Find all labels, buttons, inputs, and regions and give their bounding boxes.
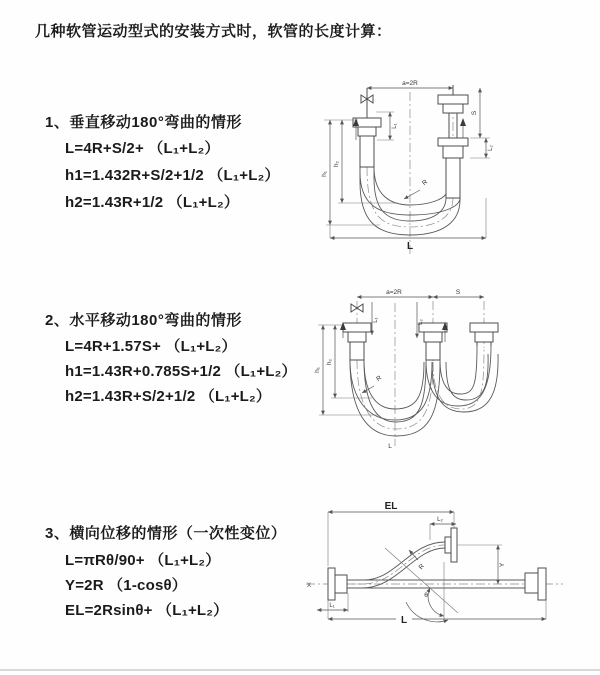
diagram-vertical-180-bend (310, 66, 510, 262)
dim-label-l2: L₂ (488, 145, 494, 151)
dim-label-a2r: a=2R (402, 80, 418, 87)
diagram-horizontal-180-bend (308, 278, 518, 453)
dim-label-s: S (455, 289, 461, 296)
dim-label-length: L (388, 443, 392, 450)
page-bottom-rule (0, 669, 600, 671)
dim-label-radius: R (417, 562, 427, 572)
dim-label-radius: R (375, 374, 384, 383)
left-flange (328, 568, 347, 600)
dim-label-s: S (471, 110, 478, 116)
angle-construction (385, 548, 458, 622)
upper-flange (445, 528, 457, 562)
dim-label-el: EL (384, 501, 398, 512)
dim-label-l1: L₁ (373, 317, 379, 323)
section1-formula-L: L=4R+S/2+ （L₁+L₂） (65, 140, 220, 157)
section1-heading: 1、垂直移动180°弯曲的情形 (45, 114, 242, 131)
dim-label-h1: h₁ (321, 171, 328, 177)
dim-label-h2: h₂ (333, 160, 340, 168)
dim-label-angle: θ (424, 592, 428, 599)
left-flange-fitting (343, 304, 371, 360)
right-flange-fitting (438, 85, 468, 198)
right-flange (525, 568, 546, 600)
dim-label-y: Y (499, 562, 506, 568)
s-curve-hose (347, 542, 445, 588)
diagram-lateral-displacement (298, 498, 568, 648)
dim-label-length: L (400, 615, 408, 626)
left-flange-fitting (353, 88, 381, 167)
dim-label-h2: h₂ (326, 358, 333, 366)
section1-formula-h1: h1=1.432R+S/2+1/2 （L₁+L₂） (65, 167, 280, 184)
axis-mark: X (307, 583, 312, 589)
braided-hose-section (446, 158, 460, 198)
dim-label-radius: R (421, 178, 430, 188)
section3-formula-EL: EL=2Rsinθ+ （L₁+L₂） (65, 602, 229, 619)
hose-u-bends (350, 346, 498, 436)
dim-label-l2: L₂ (437, 517, 443, 523)
section2-formula-L: L=4R+1.57S+ （L₁+L₂） (65, 338, 237, 355)
page-title: 几种软管运动型式的安装方式时，软管的长度计算： (35, 23, 392, 40)
section2-formula-h1: h1=1.43R+0.785S+1/2 （L₁+L₂） (65, 363, 297, 380)
section3-formula-Y: Y=2R （1-cosθ） (65, 577, 187, 594)
dim-label-l2: L₂ (418, 319, 424, 325)
dim-label-length: L (406, 241, 414, 252)
section2-formula-h2: h2=1.43R+S/2+1/2 （L₁+L₂） (65, 388, 272, 405)
dim-label-l1: L₁ (329, 603, 335, 609)
dim-label-h1: h₁ (314, 367, 321, 373)
dim-label-a2r: a=2R (386, 289, 402, 296)
section2-heading: 2、水平移动180°弯曲的情形 (45, 312, 242, 329)
braided-hose-section (426, 342, 440, 360)
dimensions (321, 80, 494, 252)
dim-label-l1: L₁ (392, 123, 398, 129)
braided-hose-section (350, 342, 364, 360)
section1-formula-h2: h2=1.43R+1/2 （L₁+L₂） (65, 194, 240, 211)
section3-heading: 3、横向位移的情形（一次性变位） (45, 525, 287, 542)
dimensions (314, 289, 484, 450)
centerlines (367, 88, 453, 256)
braided-hose-section (360, 136, 374, 167)
section3-formula-L: L=πRθ/90+ （L₁+L₂） (65, 552, 221, 569)
movement-arrow-up-icon (460, 118, 466, 126)
